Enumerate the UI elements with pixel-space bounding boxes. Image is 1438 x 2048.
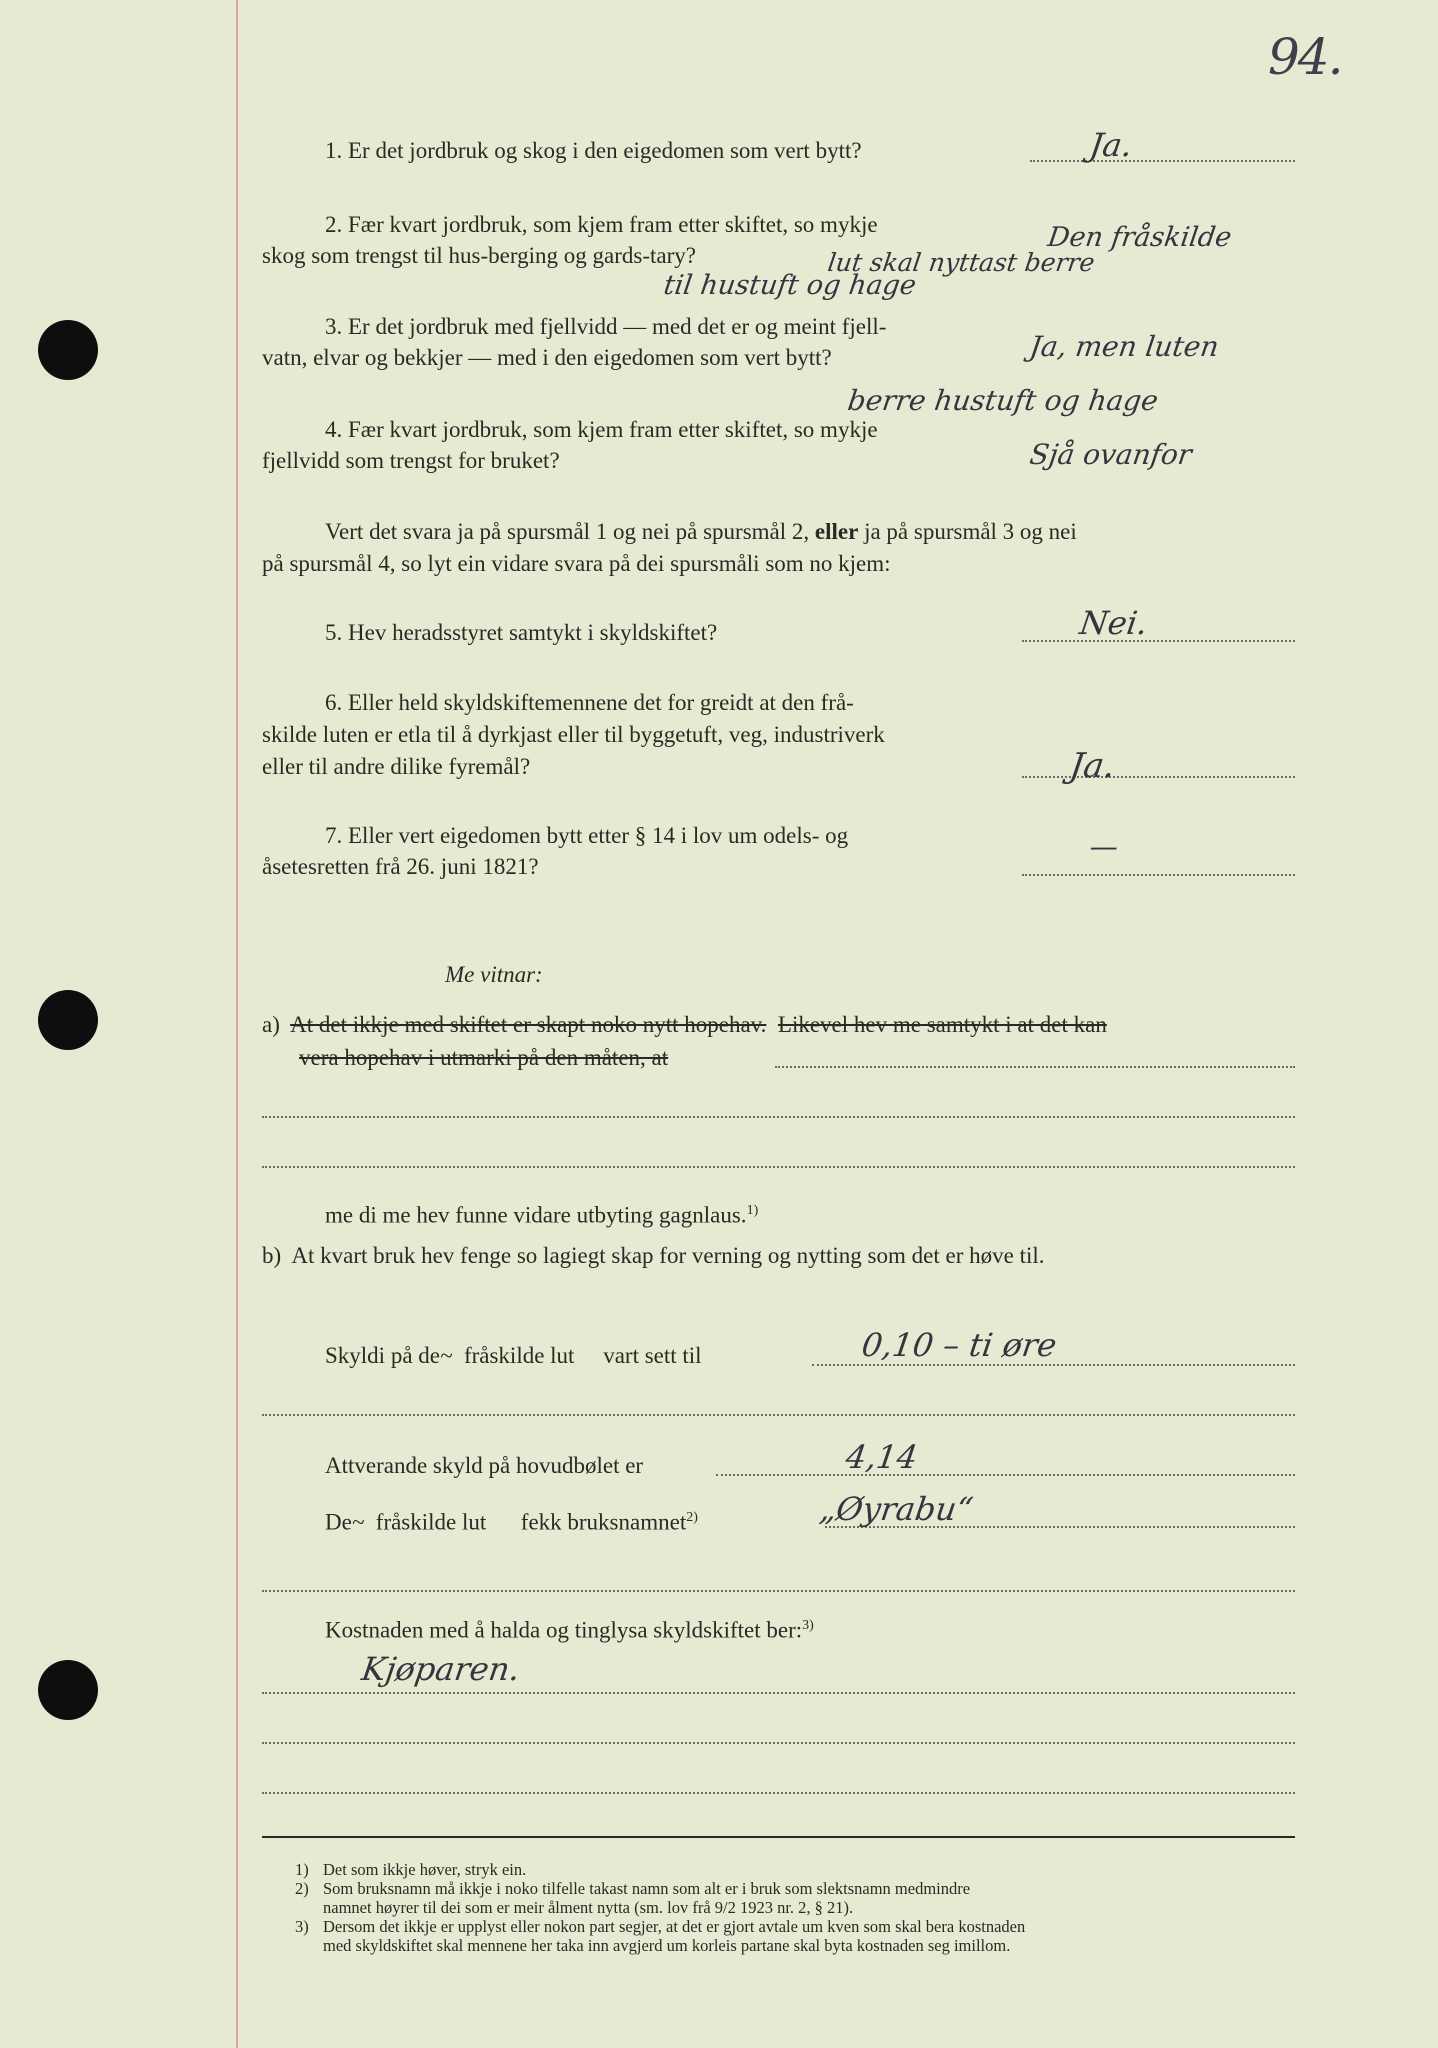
- bruksnamn-label: De~ fråskilde lut fekk bruksnamnet$^{2)}$: [325, 1509, 698, 1535]
- fill-line: [262, 1590, 1295, 1592]
- witness-a-continuation: me di me hev funne vidare utbyting gagnlaus.$^{1)}$: [325, 1202, 759, 1228]
- remaining-skyld-label: Attverande skyld på hovudbølet er: [325, 1453, 644, 1478]
- handwritten-answer-2c: til hustuft og hage: [661, 270, 919, 301]
- question-4: 4. Fær kvart jordbruk, som kjem fram etter skiftet, so mykje: [325, 417, 878, 442]
- handwritten-answer-2: Den fråskilde: [1045, 222, 1234, 253]
- witness-heading: Me vitnar:: [445, 962, 543, 987]
- answer-line: [1030, 160, 1295, 162]
- handwritten-answer-5: Nei.: [1077, 604, 1151, 642]
- question-1: [325, 138, 862, 164]
- footnote-separator: [262, 1836, 1295, 1838]
- fill-line: [775, 1066, 1295, 1068]
- question-5: 5. Hev heradsstyret samtykt i skyldskiftet?: [325, 620, 718, 645]
- handwritten-skyld-value: 0,10 – ti øre: [859, 1326, 1060, 1364]
- fill-line: [262, 1692, 1295, 1694]
- fill-line: [716, 1474, 1295, 1476]
- page-number: 94.: [1268, 28, 1342, 86]
- question-number: 1.: [325, 138, 343, 163]
- struck-text: Likevel hev me samtykt i at det kan: [777, 1012, 1107, 1037]
- witness-a-label: a): [262, 1012, 280, 1037]
- handwritten-answer-3: Ja, men luten: [1027, 330, 1221, 363]
- fill-line: [262, 1742, 1295, 1744]
- question-6-line-3: eller til andre dilike fyremål?: [262, 754, 531, 779]
- question-3: 3. Er det jordbruk med fjellvidd — med det er og meint fjell-: [325, 314, 887, 339]
- answer-line: [1022, 874, 1295, 876]
- margin-rule: [236, 0, 238, 2048]
- instruction-line-2: på spursmål 4, so lyt ein vidare svara på dei spursmåli som no kjem:: [262, 551, 891, 576]
- handwritten-remaining-skyld: 4,14: [843, 1438, 920, 1476]
- handwritten-answer-6: Ja.: [1067, 746, 1118, 786]
- handwritten-cost: Kjøparen.: [359, 1650, 523, 1688]
- witness-a: [262, 1012, 1107, 1038]
- handwritten-answer-2b: lut skal nyttast berre: [825, 248, 1097, 277]
- question-6-line-2: skilde luten er etla til å dyrkjast eller til byggetuft, veg, industriverk: [262, 722, 885, 747]
- handwritten-answer-1: Ja.: [1087, 126, 1135, 164]
- footnote-3: 3) Dersom det ikkje er upplyst eller nokon part segjer, at det er gjort avtale um kven som skal bera kostnaden: [295, 1917, 1026, 1936]
- footnote-2: 2) Som bruksnamn må ikkje i noko tilfelle takast namn som alt er i bruk som slektsnamn medmindre: [295, 1879, 971, 1898]
- skyld-label: Skyldi på de~ fråskilde lut vart sett til: [325, 1343, 702, 1368]
- punch-hole: [38, 320, 98, 380]
- fill-line: [262, 1116, 1295, 1118]
- fill-line: [812, 1364, 1295, 1366]
- footnote-3-line-2: med skyldskiftet skal mennene her taka inn avgjerd um korleis partane skal byta kostnaden seg imillom.: [323, 1936, 1011, 1955]
- question-3-line-2: vatn, elvar og bekkjer — med i den eigedomen som vert bytt?: [262, 345, 832, 370]
- footnote-2-line-2: namnet høyrer til dei som er meir ålment nytta (sm. lov frå 9/2 1923 nr. 2, § 21).: [323, 1898, 854, 1917]
- question-4-line-2: fjellvidd som trengst for bruket?: [262, 448, 560, 473]
- question-6: 6. Eller held skyldskiftemennene det for greidt at den frå-: [325, 690, 854, 715]
- punch-hole: [38, 1660, 98, 1720]
- question-2-line-2: skog som trengst til hus-berging og gards-tary?: [262, 243, 696, 268]
- struck-text: At det ikkje med skiftet er skapt noko nytt hopehav.: [290, 1012, 767, 1037]
- question-text: Er det jordbruk og skog i den eigedomen som vert bytt?: [348, 138, 862, 163]
- witness-a-line-2: vera hopehav i utmarki på den måten, at: [299, 1045, 669, 1070]
- question-7: 7. Eller vert eigedomen bytt etter § 14 i lov um odels- og: [325, 823, 849, 848]
- question-2: 2. Fær kvart jordbruk, som kjem fram etter skiftet, so mykje: [325, 212, 878, 237]
- handwritten-answer-7: —: [1087, 830, 1121, 863]
- question-7-line-2: åsetesretten frå 26. juni 1821?: [262, 854, 539, 879]
- fill-line: [262, 1414, 1295, 1416]
- handwritten-answer-4: Sjå ovanfor: [1027, 438, 1194, 471]
- answer-line: [1022, 776, 1295, 778]
- handwritten-bruksnamn: „Øyrabu“: [817, 1490, 976, 1528]
- fill-line: [262, 1792, 1295, 1794]
- witness-b: b) At kvart bruk hev fenge so lagiegt skap for verning og nytting som det er høve til.: [262, 1243, 1045, 1268]
- answer-line: [1022, 640, 1295, 642]
- instruction-line-1: Vert det svara ja på spursmål 1 og nei på spursmål 2, eller ja på spursmål 3 og nei: [325, 519, 1077, 544]
- punch-hole: [38, 990, 98, 1050]
- handwritten-answer-3b: berre hustuft og hage: [845, 384, 1161, 417]
- fill-line: [262, 1166, 1295, 1168]
- cost-label: Kostnaden med å halda og tinglysa skyldskiftet ber:$^{3)}$: [325, 1617, 814, 1643]
- footnote-1: 1) Det som ikkje høver, stryk ein.: [295, 1860, 527, 1879]
